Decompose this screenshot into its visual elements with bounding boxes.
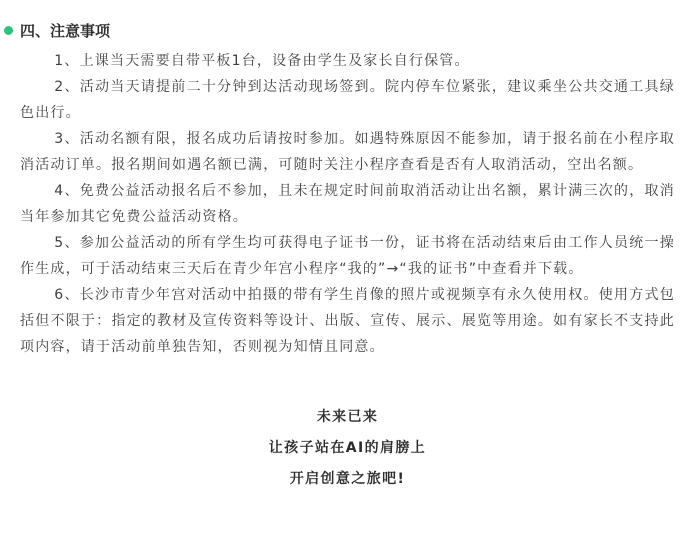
- note-item-2: 2、活动当天请提前二十分钟到达活动现场签到。院内停车位紧张，建议乘坐公共交通工具绿色出行。: [20, 79, 675, 121]
- note-item-3: 3、活动名额有限，报名成功后请按时参加。如遇特殊原因不能参加，请于报名前在小程序取消活动订单。报名期间如遇名额已满，可随时关注小程序查看是否有人取消活动，空出名额。: [20, 131, 675, 173]
- section-title: 四、注意事项: [20, 22, 111, 40]
- slogan-block: [20, 402, 675, 495]
- notes-list: [20, 48, 675, 360]
- slogan-line-1: 未来已来: [316, 409, 379, 425]
- section-header: [20, 19, 675, 43]
- note-item-1: 1、上课当天需要自带平板1台，设备由学生及家长自行保管。: [54, 53, 470, 69]
- slogan-line-3: 开启创意之旅吧!: [289, 471, 406, 487]
- note-item-4: 4、免费公益活动报名后不参加，且未在规定时间前取消活动让出名额，累计满三次的，取消当年参加其它免费公益活动资格。: [20, 183, 675, 225]
- bullet-dot-icon: [4, 26, 13, 35]
- note-item-5: 5、参加公益活动的所有学生均可获得电子证书一份，证书将在活动结束后由工作人员统一操作生成，可于活动结束三天后在青少年宫小程序“我的”→“我的证书”中查看并下载。: [20, 235, 675, 277]
- slogan-line-2: 让孩子站在AI的肩膀上: [268, 440, 427, 456]
- notice-page: [0, 19, 681, 537]
- note-item-6: 6、长沙市青少年宫对活动中拍摄的带有学生肖像的照片或视频享有永久使用权。使用方式包括但不限于：指定的教材及宣传资料等设计、出版、宣传、展示、展览等用途。如有家长不支持此项内容，请于活动前单独告知，否则视为知情且同意。: [20, 287, 675, 355]
